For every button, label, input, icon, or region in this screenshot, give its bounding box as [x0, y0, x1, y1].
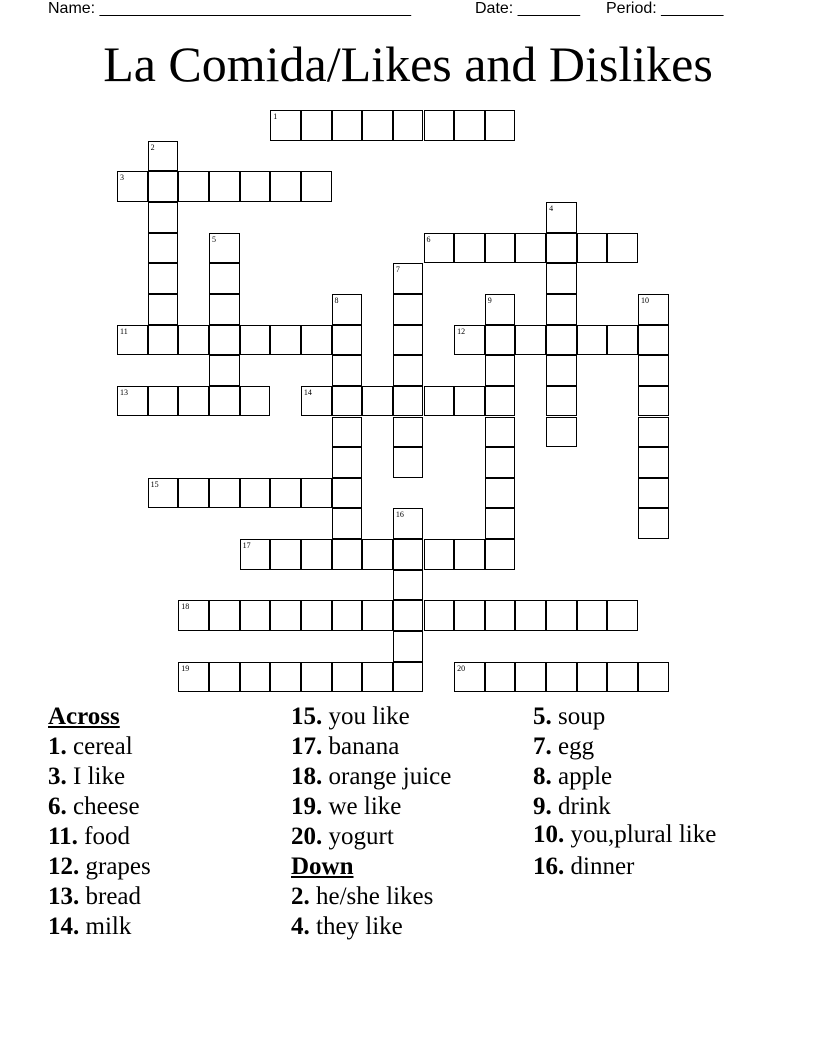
- grid-cell[interactable]: [393, 539, 424, 570]
- across-clue-12: 12. grapes: [48, 853, 151, 880]
- date-line[interactable]: Date: _______: [475, 0, 580, 17]
- grid-cell[interactable]: [607, 662, 638, 693]
- grid-cell[interactable]: [424, 600, 455, 631]
- grid-cell[interactable]: [301, 478, 332, 509]
- puzzle-title: La Comida/Likes and Dislikes: [103, 36, 713, 92]
- grid-cell[interactable]: [454, 110, 485, 141]
- name-line[interactable]: Name: ___________________________________: [48, 0, 412, 17]
- grid-cell[interactable]: [607, 600, 638, 631]
- grid-cell[interactable]: [546, 386, 577, 417]
- clue-number: 12: [457, 326, 466, 336]
- grid-cell[interactable]: [332, 447, 363, 478]
- grid-cell[interactable]: [393, 600, 424, 631]
- grid-cell[interactable]: [240, 478, 271, 509]
- grid-cell[interactable]: [515, 325, 546, 356]
- grid-cell[interactable]: [393, 355, 424, 386]
- grid-cell[interactable]: [454, 386, 485, 417]
- grid-cell[interactable]: [546, 662, 577, 693]
- grid-cell[interactable]: [332, 294, 363, 325]
- grid-cell[interactable]: [178, 386, 209, 417]
- grid-cell[interactable]: [209, 171, 240, 202]
- grid-cell[interactable]: [209, 263, 240, 294]
- across-clue-15: 15. you like: [291, 703, 410, 730]
- grid-cell[interactable]: [546, 202, 577, 233]
- grid-cell[interactable]: [485, 325, 516, 356]
- down-heading: Down: [291, 853, 354, 880]
- grid-cell[interactable]: [209, 355, 240, 386]
- clue-number: 9: [487, 295, 492, 305]
- clue-number: 20: [457, 663, 466, 673]
- period-line[interactable]: Period: _______: [606, 0, 724, 17]
- clue-column-2: [291, 702, 526, 942]
- grid-cell[interactable]: [577, 662, 608, 693]
- grid-cell[interactable]: [209, 294, 240, 325]
- grid-cell[interactable]: [638, 478, 669, 509]
- grid-cell[interactable]: [485, 662, 516, 693]
- grid-cell[interactable]: [332, 539, 363, 570]
- down-clue-16: 16. dinner: [533, 853, 635, 880]
- grid-cell[interactable]: [638, 417, 669, 448]
- clue-column-3: [533, 702, 733, 882]
- grid-cell[interactable]: [393, 325, 424, 356]
- grid-cell[interactable]: [546, 294, 577, 325]
- grid-cell[interactable]: [240, 386, 271, 417]
- grid-cell[interactable]: [301, 386, 332, 417]
- grid-cell[interactable]: [270, 478, 301, 509]
- grid-cell[interactable]: [393, 417, 424, 448]
- clue-number: 15: [150, 479, 159, 489]
- across-clue-19: 19. we like: [291, 793, 402, 820]
- grid-cell[interactable]: [638, 294, 669, 325]
- grid-cell[interactable]: [301, 325, 332, 356]
- clue-number: 2: [150, 142, 155, 152]
- grid-cell[interactable]: [393, 386, 424, 417]
- grid-cell[interactable]: [546, 233, 577, 264]
- across-clue-14: 14. milk: [48, 913, 132, 940]
- grid-cell[interactable]: [393, 662, 424, 693]
- across-clue-18: 18. orange juice: [291, 763, 452, 790]
- grid-cell[interactable]: [454, 539, 485, 570]
- grid-cell[interactable]: [607, 325, 638, 356]
- grid-cell[interactable]: [424, 539, 455, 570]
- grid-cell[interactable]: [301, 171, 332, 202]
- grid-cell[interactable]: [638, 662, 669, 693]
- grid-cell[interactable]: [638, 355, 669, 386]
- grid-cell[interactable]: [485, 600, 516, 631]
- clue-number: 19: [181, 663, 190, 673]
- clue-number: 8: [334, 295, 339, 305]
- grid-cell[interactable]: [515, 662, 546, 693]
- down-clue-7: 7. egg: [533, 733, 595, 760]
- grid-cell[interactable]: [362, 539, 393, 570]
- grid-cell[interactable]: [270, 600, 301, 631]
- grid-cell[interactable]: [485, 447, 516, 478]
- grid-cell[interactable]: [148, 263, 179, 294]
- grid-cell[interactable]: [546, 263, 577, 294]
- grid-cell[interactable]: [454, 662, 485, 693]
- grid-cell[interactable]: [301, 662, 332, 693]
- clue-number: 10: [641, 295, 650, 305]
- grid-cell[interactable]: [546, 600, 577, 631]
- grid-cell[interactable]: [148, 386, 179, 417]
- grid-cell[interactable]: [454, 233, 485, 264]
- grid-cell[interactable]: [332, 417, 363, 448]
- grid-cell[interactable]: [638, 447, 669, 478]
- grid-cell[interactable]: [178, 662, 209, 693]
- grid-cell[interactable]: [393, 570, 424, 601]
- grid-cell[interactable]: [332, 386, 363, 417]
- grid-cell[interactable]: [148, 325, 179, 356]
- grid-cell[interactable]: [209, 325, 240, 356]
- grid-cell[interactable]: [270, 171, 301, 202]
- across-clue-3: 3. I like: [48, 763, 126, 790]
- grid-cell[interactable]: [424, 233, 455, 264]
- grid-cell[interactable]: [393, 263, 424, 294]
- grid-cell[interactable]: [332, 110, 363, 141]
- grid-cell[interactable]: [515, 233, 546, 264]
- grid-cell[interactable]: [362, 600, 393, 631]
- across-clue-11: 11. food: [48, 823, 130, 850]
- grid-cell[interactable]: [148, 294, 179, 325]
- grid-cell[interactable]: [485, 233, 516, 264]
- grid-cell[interactable]: [117, 171, 148, 202]
- grid-cell[interactable]: [209, 233, 240, 264]
- down-clue-2: 2. he/she likes: [291, 883, 434, 910]
- grid-cell[interactable]: [638, 386, 669, 417]
- grid-cell[interactable]: [178, 325, 209, 356]
- down-clue-10: 10. you,plural like: [533, 821, 717, 848]
- grid-cell[interactable]: [638, 325, 669, 356]
- clue-number: 5: [211, 234, 216, 244]
- grid-cell[interactable]: [332, 600, 363, 631]
- across-clue-1: 1. cereal: [48, 733, 133, 760]
- grid-cell[interactable]: [332, 355, 363, 386]
- grid-cell[interactable]: [546, 355, 577, 386]
- grid-cell[interactable]: [638, 508, 669, 539]
- grid-cell[interactable]: [485, 386, 516, 417]
- clue-number: 6: [426, 234, 431, 244]
- clue-number: 17: [242, 541, 251, 551]
- down-clue-5: 5. soup: [533, 703, 606, 730]
- grid-cell[interactable]: [362, 386, 393, 417]
- grid-cell[interactable]: [393, 631, 424, 662]
- grid-cell[interactable]: [485, 539, 516, 570]
- grid-cell[interactable]: [577, 600, 608, 631]
- grid-cell[interactable]: [393, 294, 424, 325]
- grid-cell[interactable]: [148, 202, 179, 233]
- grid-cell[interactable]: [485, 110, 516, 141]
- down-clue-8: 8. apple: [533, 763, 613, 790]
- grid-cell[interactable]: [424, 386, 455, 417]
- grid-cell[interactable]: [240, 325, 271, 356]
- grid-cell[interactable]: [393, 508, 424, 539]
- grid-cell[interactable]: [209, 386, 240, 417]
- grid-cell[interactable]: [240, 600, 271, 631]
- clue-number: 16: [395, 510, 404, 520]
- grid-cell[interactable]: [178, 478, 209, 509]
- grid-cell[interactable]: [240, 662, 271, 693]
- grid-cell[interactable]: [424, 110, 455, 141]
- grid-cell[interactable]: [148, 478, 179, 509]
- clue-number: 13: [120, 387, 128, 397]
- grid-cell[interactable]: [515, 600, 546, 631]
- grid-cell[interactable]: [546, 417, 577, 448]
- grid-cell[interactable]: [577, 233, 608, 264]
- grid-cell[interactable]: [270, 110, 301, 141]
- grid-cell[interactable]: [454, 600, 485, 631]
- grid-cell[interactable]: [270, 662, 301, 693]
- grid-cell[interactable]: [546, 325, 577, 356]
- clue-number: 11: [120, 326, 128, 336]
- across-heading: Across: [48, 703, 120, 730]
- grid-cell[interactable]: [270, 539, 301, 570]
- grid-cell[interactable]: [240, 539, 271, 570]
- grid-cell[interactable]: [332, 325, 363, 356]
- across-clue-17: 17. banana: [291, 733, 400, 760]
- grid-cell[interactable]: [332, 662, 363, 693]
- grid-cell[interactable]: [485, 294, 516, 325]
- clue-number: 7: [395, 265, 400, 275]
- grid-cell[interactable]: [485, 478, 516, 509]
- grid-cell[interactable]: [178, 600, 209, 631]
- across-clue-6: 6. cheese: [48, 793, 140, 820]
- across-clue-20: 20. yogurt: [291, 823, 394, 850]
- grid-cell[interactable]: [393, 110, 424, 141]
- grid-cell[interactable]: [209, 662, 240, 693]
- grid-cell[interactable]: [117, 325, 148, 356]
- clue-number: 4: [549, 203, 554, 213]
- grid-cell[interactable]: [362, 110, 393, 141]
- clue-number: 14: [303, 387, 312, 397]
- grid-cell[interactable]: [301, 539, 332, 570]
- grid-cell[interactable]: [209, 478, 240, 509]
- grid-cell[interactable]: [148, 171, 179, 202]
- grid-cell[interactable]: [178, 171, 209, 202]
- grid-cell[interactable]: [577, 325, 608, 356]
- grid-cell[interactable]: [362, 662, 393, 693]
- grid-cell[interactable]: [301, 600, 332, 631]
- grid-cell[interactable]: [148, 233, 179, 264]
- grid-cell[interactable]: [607, 233, 638, 264]
- clue-column-1: [48, 702, 283, 942]
- grid-cell[interactable]: [485, 355, 516, 386]
- grid-cell[interactable]: [332, 508, 363, 539]
- clue-number: 1: [273, 112, 278, 121]
- grid-cell[interactable]: [485, 508, 516, 539]
- clue-number: 18: [181, 602, 190, 612]
- across-clue-13: 13. bread: [48, 883, 142, 910]
- grid-cell[interactable]: [240, 171, 271, 202]
- grid-cell[interactable]: [209, 600, 240, 631]
- grid-cell[interactable]: [332, 478, 363, 509]
- down-clue-9: 9. drink: [533, 793, 611, 820]
- down-clue-4: 4. they like: [291, 913, 403, 940]
- grid-cell[interactable]: [301, 110, 332, 141]
- clue-number: 3: [120, 173, 124, 183]
- grid-cell[interactable]: [485, 417, 516, 448]
- grid-cell[interactable]: [148, 141, 179, 172]
- grid-cell[interactable]: [270, 325, 301, 356]
- grid-cell[interactable]: [117, 386, 148, 417]
- grid-cell[interactable]: [393, 447, 424, 478]
- grid-cell[interactable]: [454, 325, 485, 356]
